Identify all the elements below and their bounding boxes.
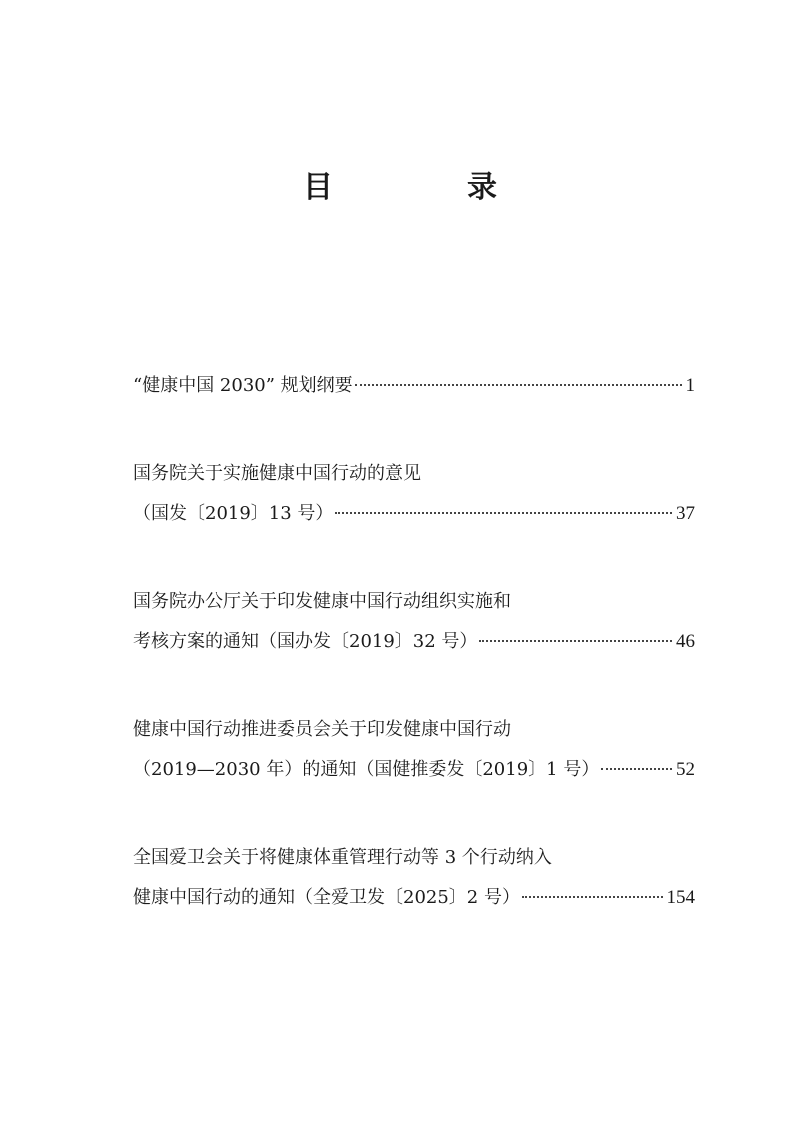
- toc-page-number: 52: [676, 759, 695, 780]
- toc-entry-title: 国务院关于实施健康中国行动的意见: [133, 463, 421, 484]
- toc-line: [133, 622, 695, 662]
- toc-line: [133, 750, 695, 790]
- toc-line: [133, 838, 695, 878]
- toc-line: [133, 582, 695, 622]
- toc-leader-dots: [335, 512, 672, 514]
- toc-leader-dots: [522, 896, 663, 898]
- toc-page-number: 154: [666, 887, 695, 908]
- toc-entry-title: “健康中国 2030” 规划纲要: [133, 375, 353, 396]
- toc-entry-5[interactable]: [133, 838, 695, 918]
- toc-line: [133, 454, 695, 494]
- toc-line: [133, 366, 695, 406]
- toc-entry-title: 健康中国行动推进委员会关于印发健康中国行动: [133, 719, 511, 740]
- toc-entry-title: 考核方案的通知（国办发〔2019〕32 号）: [133, 631, 478, 652]
- toc-entry-title: 全国爱卫会关于将健康体重管理行动等 3 个行动纳入: [133, 847, 552, 868]
- toc-entry-4[interactable]: [133, 710, 695, 790]
- toc-entry-title: 国务院办公厅关于印发健康中国行动组织实施和: [133, 591, 511, 612]
- toc-leader-dots: [479, 640, 672, 642]
- toc-entry-1[interactable]: [133, 366, 695, 406]
- toc-line: [133, 494, 695, 534]
- toc-entry-2[interactable]: [133, 454, 695, 534]
- toc-entry-3[interactable]: [133, 582, 695, 662]
- toc-entry-title: （2019—2030 年）的通知（国健推委发〔2019〕1 号）: [133, 759, 600, 780]
- toc-entry-title: 健康中国行动的通知（全爱卫发〔2025〕2 号）: [133, 887, 520, 908]
- toc-leader-dots: [355, 384, 682, 386]
- toc-leader-dots: [601, 768, 672, 770]
- toc-entry-title: （国发〔2019〕13 号）: [133, 503, 334, 524]
- toc-page-number: 46: [676, 631, 695, 652]
- page-title: 目 录: [303, 170, 549, 205]
- toc-line: [133, 710, 695, 750]
- toc-line: [133, 878, 695, 918]
- toc-list: [133, 366, 695, 966]
- toc-page-number: 37: [676, 503, 695, 524]
- toc-page-number: 1: [685, 375, 695, 396]
